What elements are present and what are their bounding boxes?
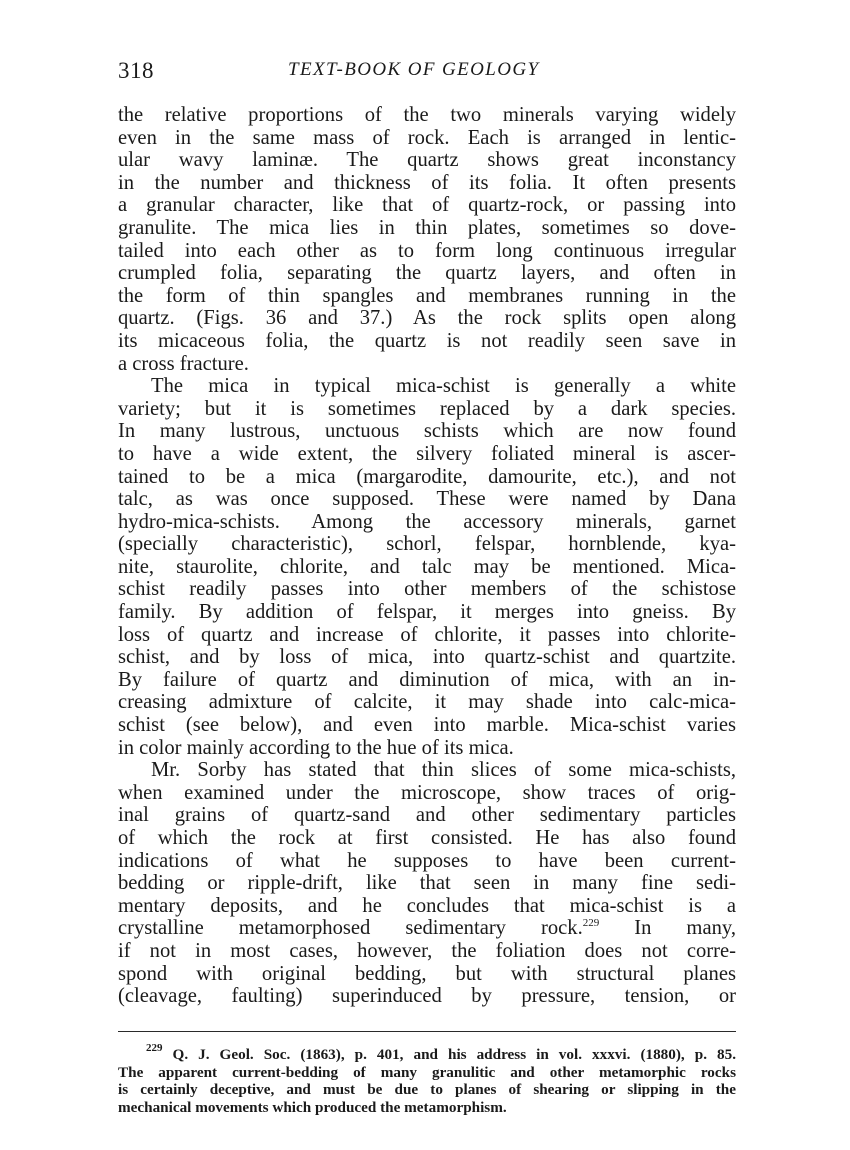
footnote-marker: 229 — [146, 1042, 163, 1054]
text-line: of which the rock at first consisted. He has also found — [118, 827, 736, 849]
text-line: schist (see below), and even into marble. Mica-schist varies — [118, 714, 736, 737]
text-line: a cross fracture. — [118, 352, 249, 375]
text-line: schist readily passes into other members of the schistose — [118, 578, 736, 601]
footnote-reference: 229 — [582, 917, 600, 930]
text-line: crumpled folia, separating the quartz layers, and often in — [118, 262, 736, 285]
text-line: nite, staurolite, chlorite, and talc may be mentioned. Mica- — [118, 555, 736, 578]
text-line: By failure of quartz and diminution of mica, with an in- — [118, 668, 736, 691]
text-line: in the number and thickness of its folia. It often presents — [118, 171, 736, 194]
text-line: (cleavage, faulting) superinduced by pressure, tension, or — [118, 985, 736, 1008]
text-line: granulite. The mica lies in thin plates, sometimes so dove- — [118, 216, 736, 239]
text-line: to have a wide extent, the silvery foliated mineral is ascer- — [118, 442, 736, 465]
text-line: bedding or ripple-drift, like that seen in many fine sedi- — [118, 872, 736, 895]
text-line: even in the same mass of rock. Each is arranged in lentic- — [118, 126, 736, 149]
running-head — [118, 58, 736, 88]
text-line: ular wavy laminæ. The quartz shows great inconstancy — [118, 149, 736, 172]
text-line: mentary deposits, and he concludes that mica-schist is a — [118, 894, 736, 917]
text-line-part: crystalline metamorphosed sedimentary rock. — [118, 917, 583, 940]
footnote-line: The apparent current-bedding of many granulitic and other metamorphic rocks — [118, 1063, 736, 1081]
text-line: the relative proportions of the two minerals varying widely — [118, 104, 736, 126]
footnote-divider — [118, 1031, 736, 1032]
text-line: schist, and by loss of mica, into quartz-schist and quartzite. — [118, 646, 736, 669]
text-line: family. By addition of felspar, it merges into gneiss. By — [118, 601, 736, 624]
text-line: inal grains of quartz-sand and other sedimentary particles — [118, 804, 736, 827]
text-line: its micaceous folia, the quartz is not readily seen save in — [118, 329, 736, 352]
footnote-text: Q. J. Geol. Soc. (1863), p. 401, and his address in vol. xxxvi. (1880), p. 85. — [162, 1046, 736, 1063]
page-number: 318 — [118, 58, 154, 83]
running-title: TEXT-BOOK OF GEOLOGY — [288, 59, 540, 80]
text-line: the form of thin spangles and membranes running in the — [118, 284, 736, 307]
text-line-part: In many, — [599, 917, 736, 940]
text-line: tailed into each other as to form long continuous irregular — [118, 239, 736, 262]
text-line: The mica in typical mica-schist is generally a white — [151, 375, 736, 398]
text-line: tained to be a mica (margarodite, damourite, etc.), and not — [118, 465, 736, 488]
text-line: hydro-mica-schists. Among the accessory minerals, garnet — [118, 510, 736, 533]
text-line: indications of what he supposes to have been current- — [118, 849, 736, 872]
text-line: (specially characteristic), schorl, felspar, hornblende, kya- — [118, 533, 736, 556]
text-line: a granular character, like that of quartz-rock, or passing into — [118, 194, 736, 217]
text-line: creasing admixture of calcite, it may shade into calc-mica- — [118, 691, 736, 714]
text-line: In many lustrous, unctuous schists which are now found — [118, 420, 736, 443]
text-line: loss of quartz and increase of chlorite, it passes into chlorite- — [118, 623, 736, 646]
footnote — [118, 1042, 736, 1116]
text-line: spond with original bedding, but with structural planes — [118, 962, 736, 985]
text-line: talc, as was once supposed. These were named by Dana — [118, 488, 736, 511]
text-line: quartz. (Figs. 36 and 37.) As the rock splits open along — [118, 307, 736, 330]
text-line-with-footnote-ref — [118, 917, 736, 940]
text-line: in color mainly according to the hue of its mica. — [118, 736, 514, 759]
text-line: if not in most cases, however, the foliation does not corre- — [118, 939, 736, 962]
footnote-line: mechanical movements which produced the metamorphism. — [118, 1098, 507, 1116]
footnote-line: is certainly deceptive, and must be due to planes of shearing or slipping in the — [118, 1081, 736, 1099]
body-text — [118, 104, 736, 1008]
footnote-line — [118, 1042, 736, 1064]
text-line: Mr. Sorby has stated that thin slices of some mica-schists, — [151, 759, 736, 782]
text-line: variety; but it is sometimes replaced by a dark species. — [118, 397, 736, 420]
text-line: when examined under the microscope, show traces of orig- — [118, 781, 736, 804]
